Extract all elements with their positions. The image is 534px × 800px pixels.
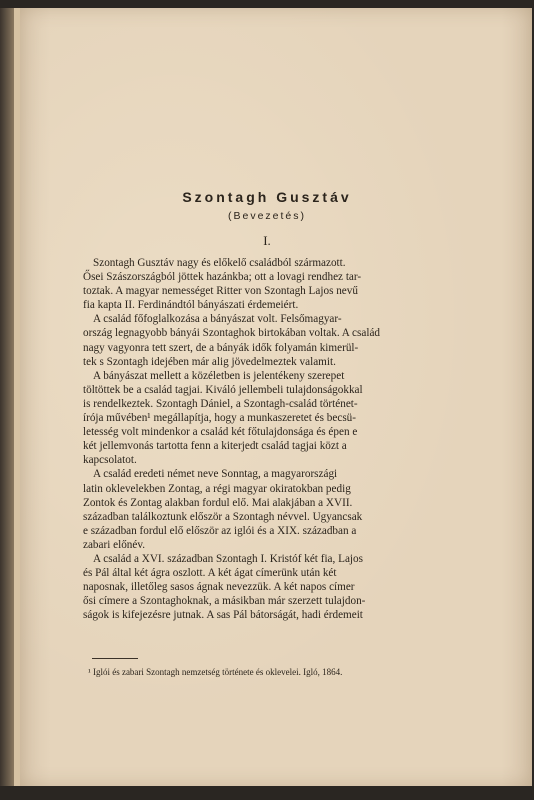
chapter-title: Szontagh Gusztáv xyxy=(182,189,352,205)
chapter-subtitle: (Bevezetés) xyxy=(227,210,307,222)
text-line: ősi címere a Szontaghoknak, a másikban már szerzett tulajdon- xyxy=(83,595,366,608)
text-line: ország legnagyobb bányái Szontaghok birtokában voltak. A család xyxy=(83,327,381,340)
text-line: letesség volt mindenkor a család két főtulajdonsága és épen e xyxy=(83,426,358,439)
text-line: fia kapta II. Ferdinándtól bányászati érdemeiért. xyxy=(83,299,299,312)
text-line: zabari előnév. xyxy=(83,538,146,551)
text-line: és Pál által két ágra oszlott. A két ágat címerünk után két xyxy=(83,567,337,580)
text-line: kapcsolatot. xyxy=(83,454,137,467)
text-line: naposnak, illetőleg sasos ágnak nevezzük. A két napos címer xyxy=(83,581,355,594)
text-line: is rendelkeztek. Szontagh Dániel, a Szontagh-család történet- xyxy=(83,397,358,410)
text-line: században találkoztunk először a Szontagh névvel. Ugyancsak xyxy=(83,510,363,523)
text-line: toztak. A magyar nemességet Ritter von Szontagh Lajos nevű xyxy=(83,285,358,298)
text-line: A család a XVI. században Szontagh I. Kristóf két fia, Lajos xyxy=(93,552,363,565)
text-line: A család főfoglalkozása a bányászat volt. Felsőmagyar- xyxy=(93,313,342,326)
section-number: I. xyxy=(263,233,271,248)
text-line: nagy vagyonra tett szert, de a bányák idők folyamán kimerül- xyxy=(83,341,359,354)
text-line: két jellemvonás tartotta fenn a kiterjedt család tagjai közt a xyxy=(83,440,347,453)
body-text xyxy=(83,256,419,622)
text-line: Szontagh Gusztáv nagy és előkelő családból származott. xyxy=(93,257,346,269)
text-line: Zontok és Zontag alakban fordul elő. Mai alakjában a XVII. xyxy=(83,496,353,509)
text-line: ságok is kifejezésre jutnak. A sas Pál bátorságát, hadi érdemeit xyxy=(83,609,363,622)
footnote: ¹ Iglói és zabari Szontagh nemzetség története és oklevelei. Igló, 1864. xyxy=(88,667,343,677)
text-line: e században fordul elő először az iglói és a XIX. században a xyxy=(83,524,357,537)
text-line: töltöttek be a család tagjai. Kiváló jellembeli tulajdonságokkal xyxy=(83,383,363,396)
book-spine-edge xyxy=(0,8,14,786)
text-line: Ősei Szászországból jöttek hazánkba; ott a lovagi rendhez tar- xyxy=(83,271,362,284)
text-line: A család eredeti német neve Sonntag, a magyarországi xyxy=(93,468,338,481)
footnote-divider xyxy=(92,658,138,659)
text-line: latin oklevelekben Zontag, a régi magyar okiratokban pedig xyxy=(83,482,351,495)
text-line: A bányászat mellett a közéletben is jelentékeny szerepet xyxy=(93,369,345,382)
text-line: tek s Szontagh idejében már alig jövedelmeztek valamit. xyxy=(83,355,336,368)
text-line: írója művében¹ megállapítja, hogy a munkaszeretet és becsü- xyxy=(83,412,356,425)
